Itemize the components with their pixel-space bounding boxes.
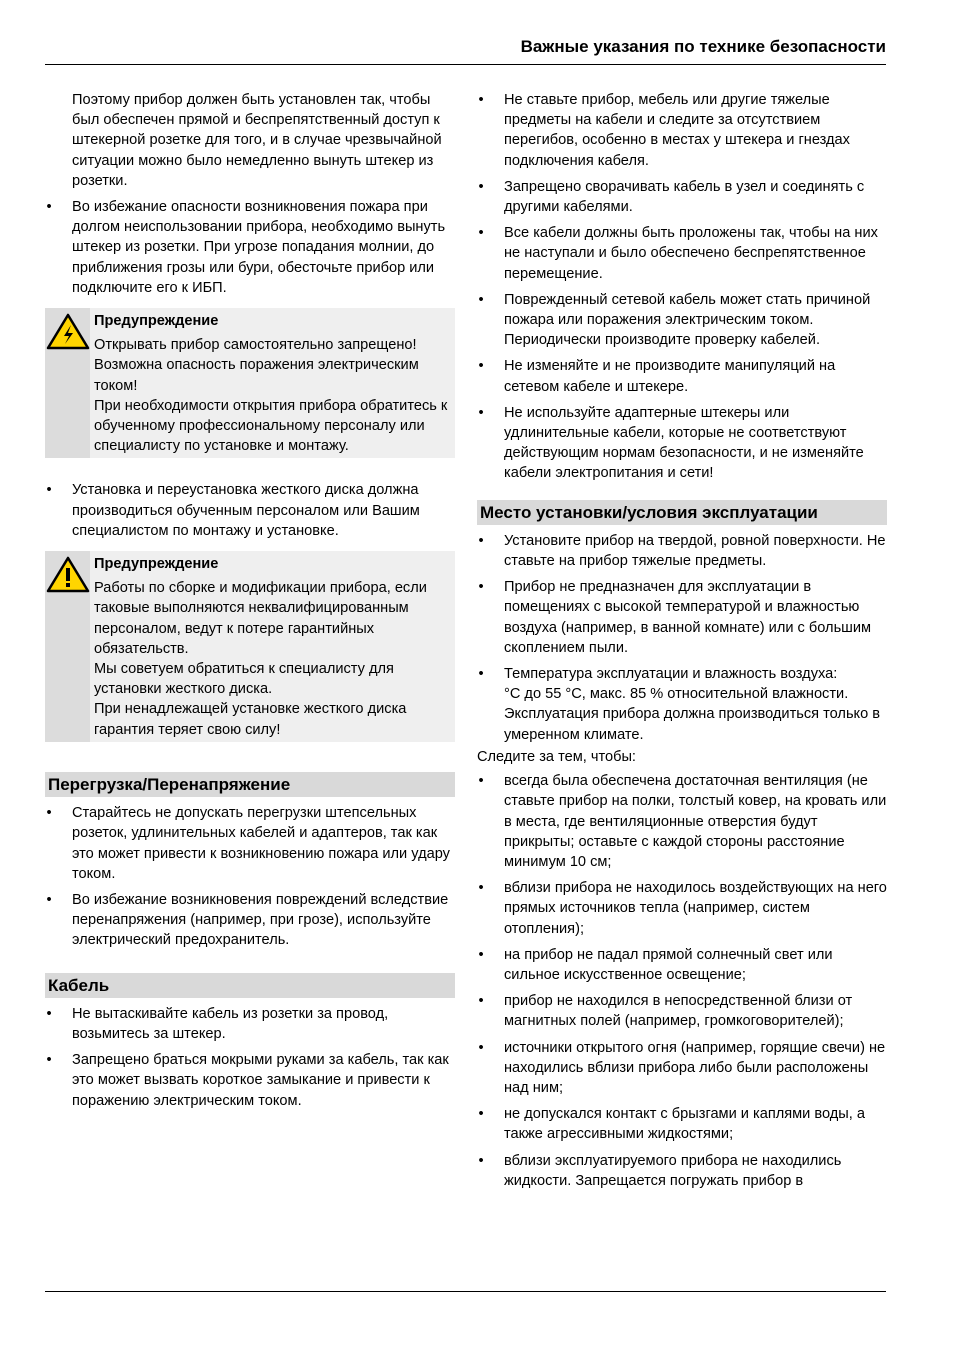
list-item: • вблизи прибора не находилось воздействующих на него прямых источников тепла (например, систем отопления); [477,878,887,939]
general-warning-icon [46,556,90,594]
bullet-list [45,803,455,950]
list-item: • Прибор не предназначен для эксплуатации в помещениях с высокой температурой и влажностью воздуха (например, в ванной комнате) или с большим скоплением пыли. [477,577,887,658]
warning-icon-cell [45,308,90,458]
section-title-cable: Кабель [45,973,455,998]
warning-text: При необходимости открытия прибора обратитесь к обученному профессиональному персоналу или специалисту по установке и монтажу. [94,397,448,455]
temperature-line: • Температура эксплуатации и влажность воздуха: [504,666,838,683]
section-title-overload: Перегрузка/Перенапряжение [45,772,455,797]
list-item: • вблизи эксплуатируемого прибора не находились жидкости. Запрещается погружать прибор в [477,1151,887,1191]
intro-paragraph: Поэтому прибор должен быть установлен так, чтобы был обеспечен прямой и беспрепятственный доступ к штекерной розетке для того, и в случае чрезвычайной ситуации можно было немедленно вынуть штекер из розетки. [72,92,442,189]
section-title-installation: Место установки/условия эксплуатации [477,500,887,525]
list-item: • прибор не находился в непосредственной близи от магнитных полей (например, громкоговорителей); [477,991,887,1031]
header-divider [45,64,886,65]
list-item: • не допускался контакт с брызгами и каплями воды, а также агрессивными жидкостями; [477,1104,887,1144]
list-item: • Во избежание возникновения повреждений вследствие перенапряжения (например, при грозе), используйте электрический предохранитель. [45,890,455,951]
list-item: • Не изменяйте и не производите манипуляций на сетевом кабеле и штекере. [477,356,887,396]
ensure-intro: Следите за тем, чтобы: [477,748,636,765]
warning-title: Предупреждение [94,313,219,330]
bullet-list [477,531,887,745]
list-item: • Установите прибор на твердой, ровной поверхности. Не ставьте на прибор тяжелые предметы. [477,531,887,571]
warning-text: При ненадлежащей установке жесткого диска гарантия теряет свою силу! [94,701,407,738]
list-item: • Запрещено браться мокрыми руками за кабель, так как это может вызвать короткое замыкание и привести к поражению электрическим током. [45,1050,455,1111]
bullet-list [45,480,455,541]
list-item: • Старайтесь не допускать перегрузки штепсельных розеток, удлинительных кабелей и адаптеров, так как это может привести к возникновению пожара или удару током. [45,803,455,884]
warning-box-general [45,551,455,742]
left-column [45,90,455,1117]
right-column [477,90,887,1197]
bullet-list [477,771,887,1191]
list-item: • Все кабели должны быть проложены так, чтобы на них не наступали и было обеспечено беспрепятственное перемещение. [477,223,887,284]
warning-box-electric [45,308,455,458]
warning-text: Мы советуем обратиться к специалисту для установки жесткого диска. [94,661,394,698]
list-item: • всегда была обеспечена достаточная вентиляция (не ставьте прибор на полки, толстый ковер, на кровать или в места, где вентиляционные отверстия будут прикрыты; оставьте с каждой стороны расстояние минимум 10 см; [477,771,887,872]
list-item: • Поврежденный сетевой кабель может стать причиной пожара или поражения электрическим током. Периодически производите проверку кабелей. [477,290,887,351]
footer-divider [45,1291,886,1292]
page-title: Важные указания по технике безопасности [520,37,886,56]
bullet-list [45,197,455,298]
list-item: • Не используйте адаптерные штекеры или удлинительные кабели, которые не соответствуют действующим нормам безопасности, и не изменяйте кабели электропитания и сети! [477,403,887,484]
list-item: • Во избежание опасности возникновения пожара при долгом неиспользовании прибора, необходимо вынуть штекер из розетки. При угрозе попадания молнии, до приближения грозы или бури, обесточьте прибор или подключите его к ИБП. [45,197,455,298]
list-item: • Запрещено сворачивать кабель в узел и соединять с другими кабелями. [477,177,887,217]
list-item [477,664,887,745]
warning-text: Работы по сборке и модификации прибора, если таковые выполняются неквалифицированным персоналом, ведут к потере гарантийных обязательств. [94,580,427,657]
warning-text: Открывать прибор самостоятельно запрещено! Возможна опасность поражения электрическим током! [94,337,419,394]
list-item: • на прибор не падал прямой солнечный свет или сильное искусственное освещение; [477,945,887,985]
electric-warning-icon [46,313,90,351]
list-item: • источники открытого огня (например, горящие свечи) не находились вблизи прибора либо были расположены над ним; [477,1038,887,1099]
bullet-list [45,1004,455,1111]
bullet-list [477,90,887,484]
list-item: • Установка и переустановка жесткого диска должна производиться обученным персоналом или Вашим специалистом по монтажу и установке. [45,480,455,541]
list-item: • Не вытаскивайте кабель из розетки за провод, возьмитесь за штекер. [45,1004,455,1044]
temperature-detail: °C до 55 °C, макс. 85 % относительной влажности. Эксплуатация прибора должна производиться только в умеренном климате. [504,686,881,743]
list-item: • Не ставьте прибор, мебель или другие тяжелые предметы на кабели и следите за отсутствием перегибов, особенно в местах у штекера и гнездах подключения кабеля. [477,90,887,171]
warning-title: Предупреждение [94,556,219,573]
warning-icon-cell [45,551,90,742]
